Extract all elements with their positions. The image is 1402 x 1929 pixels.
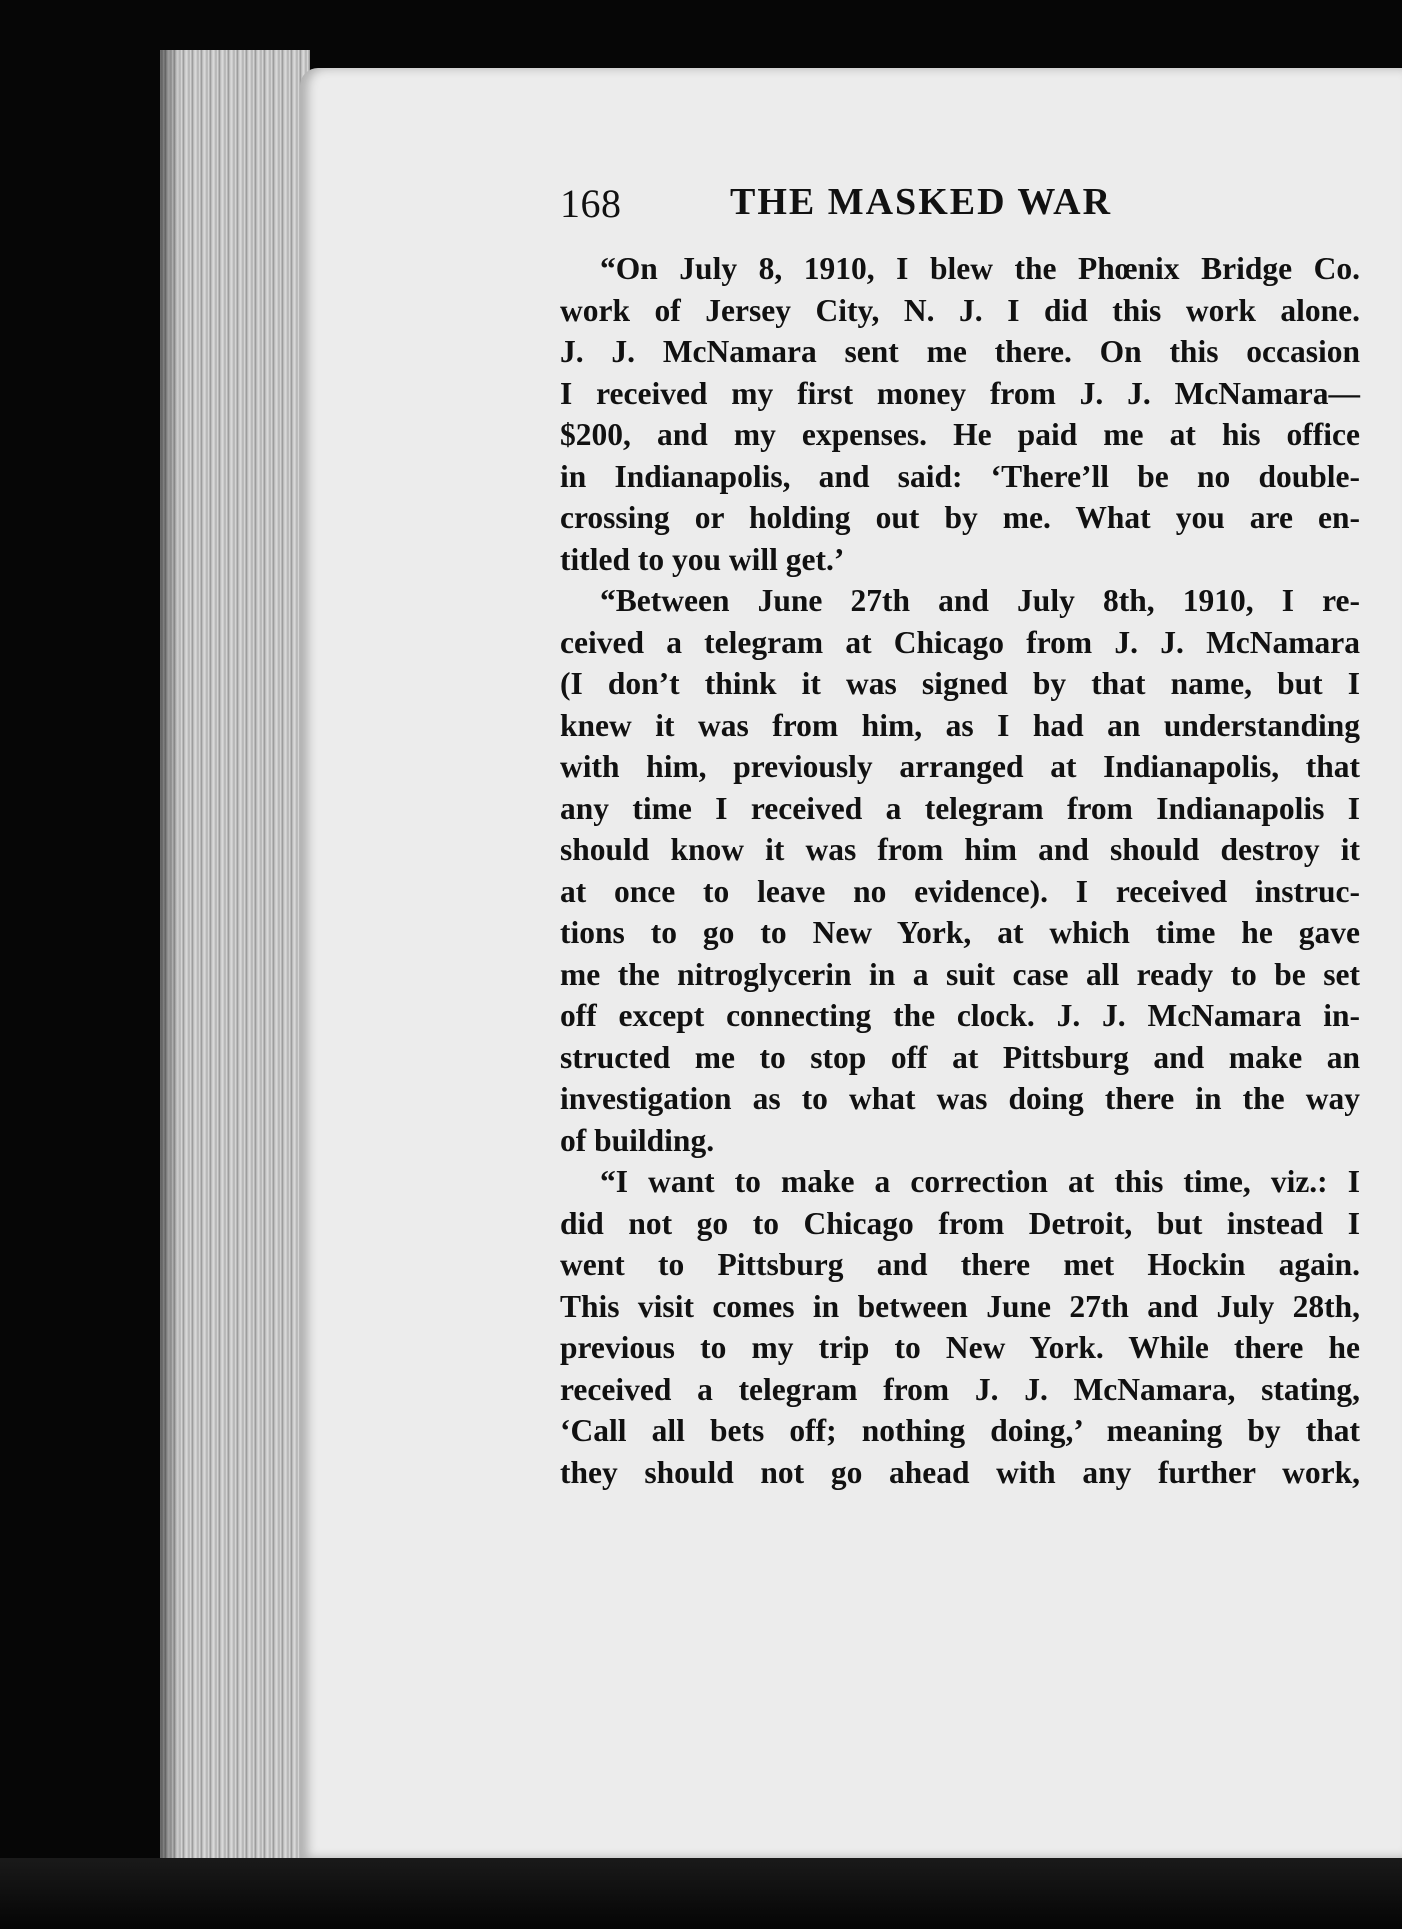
text-line: (I don’t think it was signed by that name, but I: [560, 666, 1360, 701]
text-line: any time I received a telegram from Indianapolis I: [560, 790, 1360, 826]
text-line: of building.: [560, 1122, 715, 1158]
text-line: they should not go ahead with any further work,: [560, 1454, 1360, 1490]
paragraph-3: [560, 1161, 1360, 1493]
text-line: J. J. McNamara sent me there. On this occasion: [560, 334, 1360, 369]
scan-bottom-edge: [0, 1858, 1402, 1929]
running-title: THE MASKED WAR: [730, 181, 1113, 223]
page-number: 168: [560, 181, 622, 226]
page-edges: [160, 50, 310, 1870]
text-line: previous to my trip to New York. While there he: [560, 1330, 1360, 1365]
paragraph-2: [560, 580, 1360, 1161]
text-line: me the nitroglycerin in a suit case all ready to be set: [560, 956, 1360, 992]
text-line: ‘Call all bets off; nothing doing,’ meaning by that: [560, 1413, 1360, 1448]
text-line: at once to leave no evidence). I received instruc-: [560, 873, 1360, 909]
text-line: received a telegram from J. J. McNamara, stating,: [560, 1371, 1360, 1407]
text-line: “On July 8, 1910, I blew the Phœnix Bridge Co.: [600, 251, 1360, 286]
text-line: work of Jersey City, N. J. I did this work alone.: [560, 292, 1360, 328]
text-line: knew it was from him, as I had an understanding: [560, 707, 1360, 743]
text-line: with him, previously arranged at Indianapolis, that: [560, 749, 1360, 784]
text-line: crossing or holding out by me. What you are en-: [560, 500, 1360, 535]
text-line: I received my first money from J. J. McNamara—: [560, 375, 1360, 411]
gutter-shadow: [140, 40, 180, 1880]
text-line: tions to go to New York, at which time he gave: [560, 915, 1360, 950]
text-block: [560, 180, 1360, 1493]
text-line: did not go to Chicago from Detroit, but instead I: [560, 1205, 1360, 1241]
text-line: investigation as to what was doing there in the way: [560, 1081, 1360, 1116]
running-head: [560, 180, 1360, 240]
paragraph-1: [560, 248, 1360, 580]
text-line: ceived a telegram at Chicago from J. J. McNamara: [560, 624, 1360, 660]
text-line: in Indianapolis, and said: ‘There’ll be no double-: [560, 458, 1360, 494]
text-line: went to Pittsburg and there met Hockin again.: [560, 1247, 1360, 1282]
text-line: “I want to make a correction at this time, viz.: I: [600, 1164, 1360, 1199]
text-line: should know it was from him and should destroy it: [560, 832, 1360, 867]
text-line: off except connecting the clock. J. J. McNamara in-: [560, 998, 1360, 1033]
text-line: “Between June 27th and July 8th, 1910, I re-: [600, 583, 1360, 618]
text-line: titled to you will get.’: [560, 541, 845, 577]
text-line: $200, and my expenses. He paid me at his office: [560, 417, 1360, 452]
text-line: This visit comes in between June 27th and July 28th,: [560, 1288, 1360, 1324]
text-line: structed me to stop off at Pittsburg and make an: [560, 1039, 1360, 1075]
